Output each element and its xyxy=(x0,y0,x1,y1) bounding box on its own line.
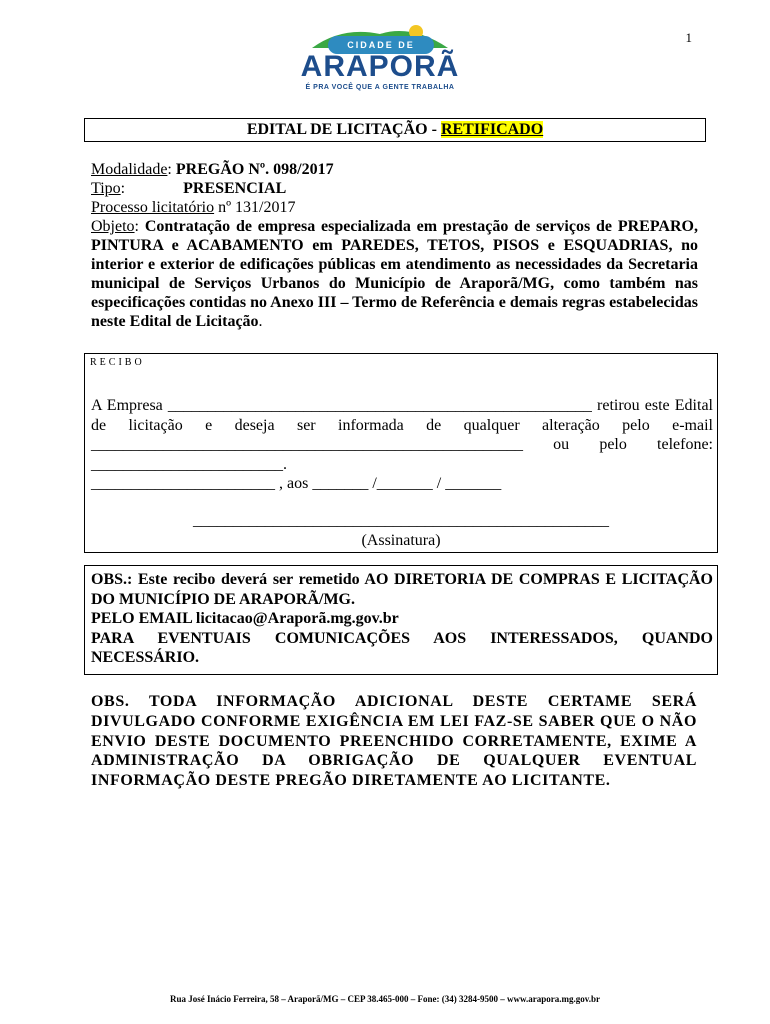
tipo-row: Tipo: PRESENCIAL xyxy=(91,180,287,197)
logo-tagline: É PRA VOCÊ QUE A GENTE TRABALHA xyxy=(305,84,455,91)
signature-label: (Assinatura) xyxy=(361,532,441,549)
city-logo xyxy=(290,20,470,102)
edital-info xyxy=(91,160,698,331)
recibo-form xyxy=(91,396,713,494)
modalidade-value: PREGÃO Nº. 098/2017 xyxy=(175,161,334,178)
objeto-row: Objeto: Contratação de empresa especializada em prestação de serviços de PREPARO, PINTURA e ACABAMENTO em PAREDES, TETOS, PISOS e ESQUADRIAS, no interior e exterior de edificações públicas em atendimento as necessidades da Secretaria municipal de Serviços Urbanos do Município de Araporã/MG, como também nas especificações contidas no Anexo III – Termo de Referência e demais regras estabelecidas neste Edital de Licitação. xyxy=(91,218,698,330)
obs-notice: OBS. TODA INFORMAÇÃO ADICIONAL DESTE CERTAME SERÁ DIVULGADO CONFORME EXIGÊNCIA EM LEI FAZ-SE SABER QUE O NÃO ENVIO DESTE DOCUMENTO PREENCHIDO CORRETAMENTE, EXIME A ADMINISTRAÇÃO DA OBRIGAÇÃO DE QUALQUER EVENTUAL INFORMAÇÃO DESTE PREGÃO DIRETAMENTE AO LICITANTE. xyxy=(91,693,697,790)
logo-name: ARAPORÃ xyxy=(300,50,460,83)
obs-line-3: PARA EVENTUAIS COMUNICAÇÕES AOS INTERESSADOS, QUANDO NECESSÁRIO. xyxy=(91,629,713,666)
objeto-value: Contratação de empresa especializada em prestação de serviços de PREPARO, PINTURA e ACABAMENTO em PAREDES, TETOS, PISOS e ESQUADRIAS, no interior e exterior de edificações públicas em atendimento as necessidades da Secretaria municipal de Serviços Urbanos do Município de Araporã/MG, como também nas especificações contidas no Anexo III – Termo de Referência e demais regras estabelecidas neste Edital de Licitação xyxy=(91,218,698,330)
logo-badge: CIDADE DE xyxy=(328,36,434,54)
obs-line-2: PELO EMAIL licitacao@Araporã.mg.gov.br xyxy=(91,610,399,627)
processo-label: Processo licitatório xyxy=(91,199,215,216)
document-title xyxy=(84,118,706,142)
objeto-label: Objeto xyxy=(91,218,135,235)
page-number: 1 xyxy=(685,30,692,45)
tipo-label: Tipo xyxy=(91,180,121,197)
tipo-value: PRESENCIAL xyxy=(183,180,287,197)
obs-line-1: OBS.: Este recibo deverá ser remetido AO DIRETORIA DE COMPRAS E LICITAÇÃO DO MUNICÍPIO DE ARAPORÃ/MG. xyxy=(91,571,713,608)
recibo-line-1: A Empresa _____________________________________________________ retirou este Edital de licitação e deseja ser informada de qualquer alteração pelo e-mail ______________________________________________________ ou pelo telefone: ________________________. xyxy=(91,397,713,473)
objeto-end: . xyxy=(258,313,263,330)
signature-line: ____________________________________________________ xyxy=(193,512,609,529)
recibo-line-2: _______________________ , aos _______ /_______ / _______ xyxy=(91,475,502,492)
obs-box-text xyxy=(91,570,713,668)
modalidade-label: Modalidade xyxy=(91,161,168,178)
recibo-label: RECIBO xyxy=(90,357,145,368)
footer-address: Rua José Inácio Ferreira, 58 – Araporã/MG – CEP 38.465-000 – Fone: (34) 3284-9500 – www.arapora.mg.gov.br xyxy=(169,994,601,1004)
processo-row xyxy=(91,198,698,217)
title-highlight: RETIFICADO xyxy=(440,121,544,138)
modalidade-row: Modalidade: PREGÃO Nº. 098/2017 xyxy=(91,161,334,178)
title-main: EDITAL DE LICITAÇÃO - xyxy=(246,121,441,138)
processo-value: nº 131/2017 xyxy=(214,199,296,216)
